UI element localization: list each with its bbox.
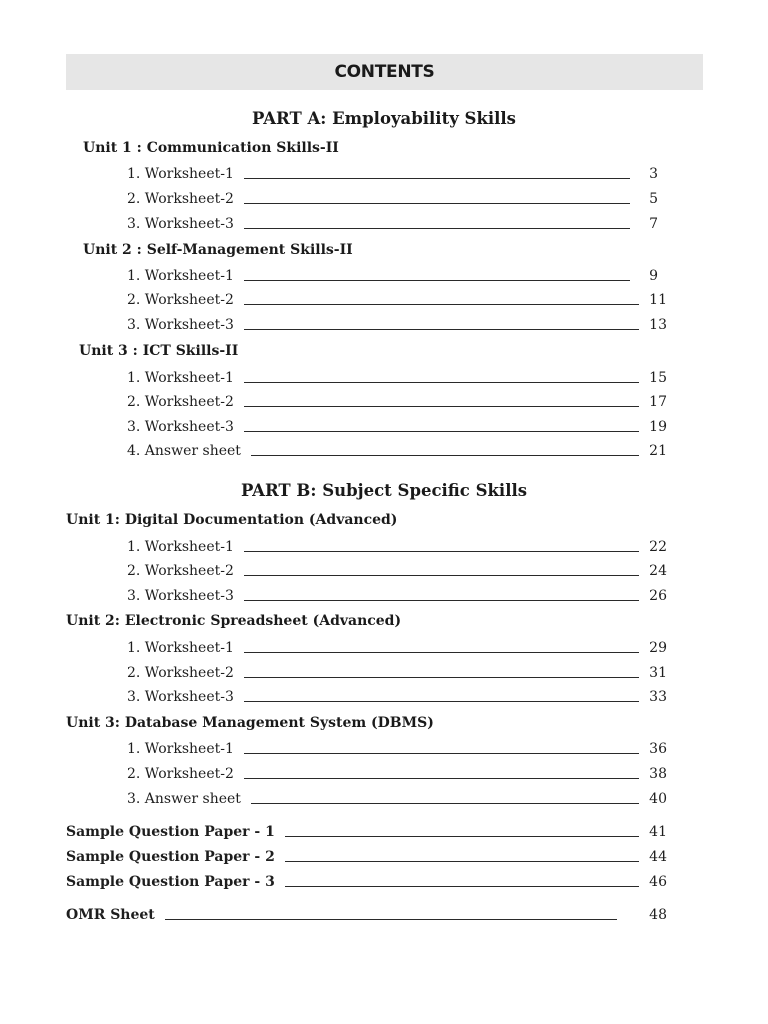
toc-entry-page: 3 <box>649 166 658 182</box>
toc-entry-page: 17 <box>649 394 667 410</box>
leader-line <box>244 753 639 754</box>
toc-entry-page: 22 <box>649 539 667 555</box>
toc-entry-page: 19 <box>649 419 667 435</box>
part-a-title: PART A: Employability Skills <box>252 109 516 128</box>
toc-entry-page: 40 <box>649 791 667 807</box>
toc-entry-page: 24 <box>649 563 667 579</box>
leader-line <box>244 701 639 702</box>
toc-entry-label: 3. Worksheet-3 <box>127 317 234 333</box>
toc-entry-label: 2. Worksheet-2 <box>127 394 234 410</box>
toc-entry-page: 7 <box>649 216 658 232</box>
toc-entry[interactable] <box>127 415 667 435</box>
toc-entry-label: 1. Worksheet-1 <box>127 268 234 284</box>
leader-line <box>285 836 639 837</box>
leader-line <box>244 280 630 281</box>
omr-sheet-entry[interactable] <box>66 903 667 923</box>
toc-entry-page: 13 <box>649 317 667 333</box>
toc-entry[interactable] <box>127 584 667 604</box>
toc-entry[interactable] <box>127 737 667 757</box>
toc-entry-page: 21 <box>649 443 667 459</box>
toc-entry-label: 3. Worksheet-3 <box>127 419 234 435</box>
toc-entry-label: 1. Worksheet-1 <box>127 166 234 182</box>
toc-entry-label: 1. Worksheet-1 <box>127 370 234 386</box>
part-b-unit-2-title: Unit 2: Electronic Spreadsheet (Advanced) <box>66 613 402 629</box>
part-b-title: PART B: Subject Specific Skills <box>240 481 528 500</box>
toc-entry-label: 2. Worksheet-2 <box>127 191 234 207</box>
toc-entry-page: 15 <box>649 370 667 386</box>
toc-entry[interactable] <box>127 559 667 579</box>
toc-entry[interactable] <box>127 264 658 284</box>
toc-entry[interactable] <box>127 787 667 807</box>
toc-entry-label: 2. Worksheet-2 <box>127 292 234 308</box>
toc-entry-page: 41 <box>649 824 667 840</box>
toc-entry[interactable] <box>127 762 667 782</box>
toc-entry[interactable] <box>127 366 667 386</box>
page-title: CONTENTS <box>334 62 435 82</box>
leader-line <box>244 304 639 305</box>
toc-entry[interactable] <box>127 162 658 182</box>
sample-paper-2-entry[interactable] <box>66 845 667 865</box>
toc-entry-page: 11 <box>649 292 667 308</box>
toc-entry-page: 5 <box>649 191 658 207</box>
toc-entry[interactable] <box>127 636 667 656</box>
toc-entry-label: 1. Worksheet-1 <box>127 640 234 656</box>
toc-entry-label: OMR Sheet <box>66 907 155 923</box>
sample-paper-1-entry[interactable] <box>66 820 667 840</box>
toc-entry[interactable] <box>127 212 658 232</box>
leader-line <box>244 382 639 383</box>
toc-entry-page: 31 <box>649 665 667 681</box>
toc-entry-label: 2. Worksheet-2 <box>127 563 234 579</box>
toc-entry-page: 9 <box>649 268 658 284</box>
toc-entry-page: 48 <box>649 907 667 923</box>
toc-entry-label: 3. Answer sheet <box>127 791 241 807</box>
leader-line <box>244 329 639 330</box>
toc-entry-page: 36 <box>649 741 667 757</box>
part-a-unit-2-title: Unit 2 : Self-Management Skills-II <box>83 242 353 258</box>
toc-entry-label: Sample Question Paper - 1 <box>66 824 275 840</box>
toc-entry-page: 33 <box>649 689 667 705</box>
toc-entry[interactable] <box>127 390 667 410</box>
leader-line <box>244 178 630 179</box>
leader-line <box>251 455 639 456</box>
leader-line <box>244 431 639 432</box>
toc-entry-label: Sample Question Paper - 2 <box>66 849 275 865</box>
toc-entry-label: 3. Worksheet-3 <box>127 689 234 705</box>
leader-line <box>251 803 639 804</box>
toc-entry-page: 44 <box>649 849 667 865</box>
toc-entry-label: Sample Question Paper - 3 <box>66 874 275 890</box>
leader-line <box>244 406 639 407</box>
toc-entry[interactable] <box>127 187 658 207</box>
leader-line <box>244 677 639 678</box>
toc-entry-label: 1. Worksheet-1 <box>127 741 234 757</box>
leader-line <box>244 551 639 552</box>
part-a-unit-1-title: Unit 1 : Communication Skills-II <box>83 140 339 156</box>
toc-entry[interactable] <box>127 661 667 681</box>
toc-entry-label: 2. Worksheet-2 <box>127 665 234 681</box>
toc-entry-label: 4. Answer sheet <box>127 443 241 459</box>
part-a-unit-3-title: Unit 3 : ICT Skills-II <box>79 343 239 359</box>
toc-entry-label: 2. Worksheet-2 <box>127 766 234 782</box>
leader-line <box>285 886 639 887</box>
leader-line <box>285 861 639 862</box>
toc-entry[interactable] <box>127 535 667 555</box>
leader-line <box>244 228 630 229</box>
leader-line <box>244 203 630 204</box>
sample-paper-3-entry[interactable] <box>66 870 667 890</box>
part-b-unit-1-title: Unit 1: Digital Documentation (Advanced) <box>66 512 398 528</box>
leader-line <box>165 919 617 920</box>
toc-entry-page: 26 <box>649 588 667 604</box>
leader-line <box>244 778 639 779</box>
toc-entry[interactable] <box>127 685 667 705</box>
toc-entry[interactable] <box>127 439 667 459</box>
toc-entry[interactable] <box>127 313 667 333</box>
toc-entry-page: 29 <box>649 640 667 656</box>
toc-entry-label: 3. Worksheet-3 <box>127 588 234 604</box>
toc-entry-page: 46 <box>649 874 667 890</box>
toc-entry-page: 38 <box>649 766 667 782</box>
leader-line <box>244 575 639 576</box>
leader-line <box>244 600 639 601</box>
toc-entry-label: 3. Worksheet-3 <box>127 216 234 232</box>
contents-banner <box>66 54 703 90</box>
leader-line <box>244 652 639 653</box>
toc-entry-label: 1. Worksheet-1 <box>127 539 234 555</box>
part-b-unit-3-title: Unit 3: Database Management System (DBMS) <box>66 715 434 731</box>
toc-entry[interactable] <box>127 288 667 308</box>
